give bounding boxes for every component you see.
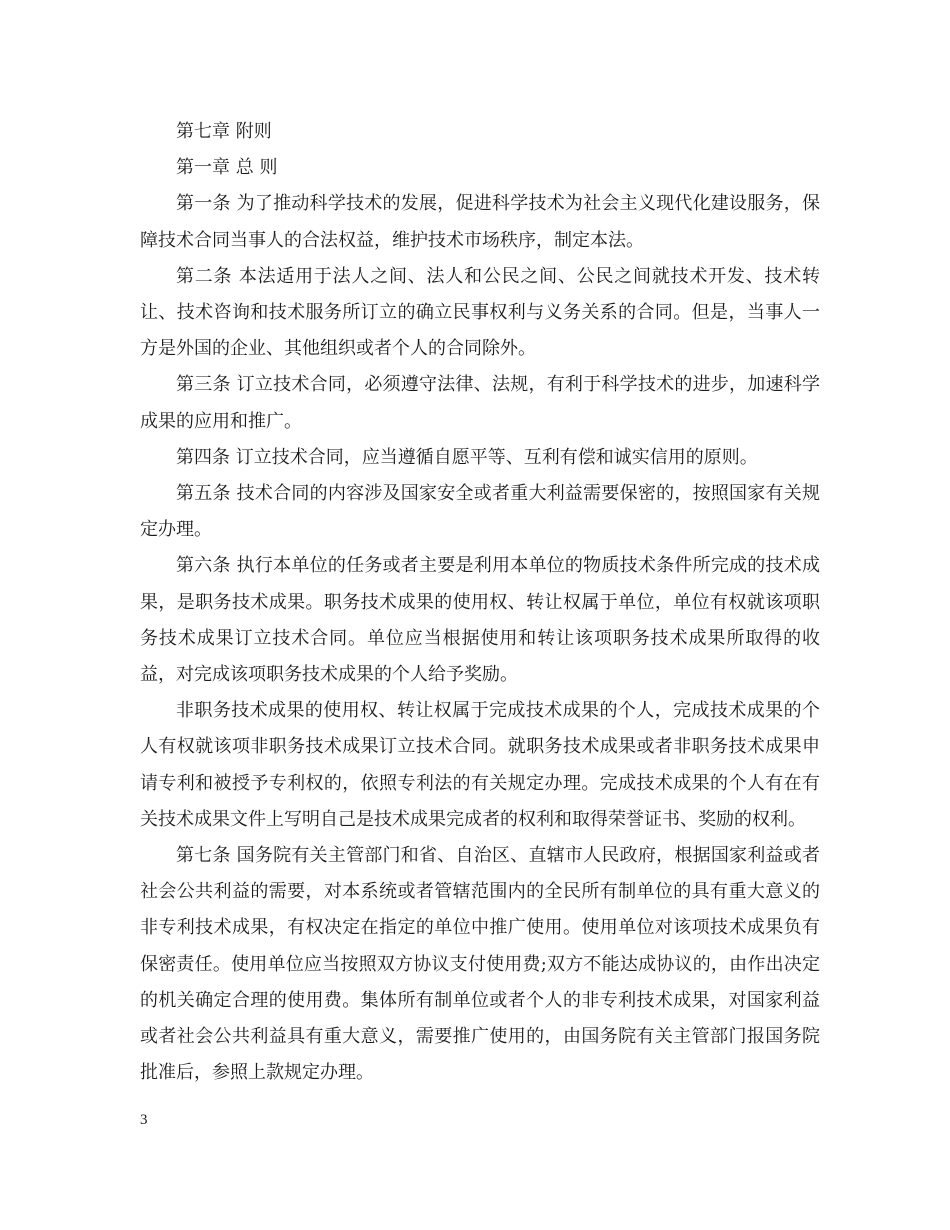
chapter-heading-1: 第一章 总 则 xyxy=(176,157,278,179)
article-5: 第五条 技术合同的内容涉及国家安全或者重大利益需要保密的，按照国家有关规定办理。 xyxy=(140,483,820,541)
document-body xyxy=(140,114,820,1091)
chapter-heading-7: 第七章 附则 xyxy=(176,121,272,142)
article-6-paragraph-2: 非职务技术成果的使用权、转让权属于完成技术成果的个人，完成技术成果的个人有权就该项非职务技术成果订立技术合同。就职务技术成果或者非职务技术成果申请专利和被授予专利权的，依照专利法的有关规定办理。完成技术成果的个人有在有关技术成果文件上写明自己是技术成果完成者的权利和取得荣誉证书、奖励的权利。 xyxy=(140,700,820,830)
article-3: 第三条 订立技术合同，必须遵守法律、法规，有利于科学技术的进步，加速科学成果的应用和推广。 xyxy=(140,374,820,432)
article-4: 第四条 订立技术合同，应当遵循自愿平等、互利有偿和诚实信用的原则。 xyxy=(176,446,758,468)
article-7: 第七条 国务院有关主管部门和省、自治区、直辖市人民政府，根据国家利益或者社会公共利益的需要，对本系统或者管辖范围内的全民所有制单位的具有重大意义的非专利技术成果，有权决定在指定的单位中推广使用。使用单位对该项技术成果负有保密责任。使用单位应当按照双方协议支付使用费;双方不能达成协议的，由作出决定的机关确定合理的使用费。集体所有制单位或者个人的非专利技术成果，对国家利益或者社会公共利益具有重大意义，需要推广使用的，由国务院有关主管部门报国务院批准后，参照上款规定办理。 xyxy=(140,845,820,1084)
article-1: 第一条 为了推动科学技术的发展，促进科学技术为社会主义现代化建设服务，保障技术合同当事人的合法权益，维护技术市场秩序，制定本法。 xyxy=(140,193,820,251)
page-number: 3 xyxy=(140,1112,148,1128)
article-6: 第六条 执行本单位的任务或者主要是利用本单位的物质技术条件所完成的技术成果，是职务技术成果。职务技术成果的使用权、转让权属于单位，单位有权就该项职务技术成果订立技术合同。单位应当根据使用和转让该项职务技术成果所取得的收益，对完成该项职务技术成果的个人给予奖励。 xyxy=(140,555,820,686)
article-2: 第二条 本法适用于法人之间、法人和公民之间、公民之间就技术开发、技术转让、技术咨询和技术服务所订立的确立民事权利与义务关系的合同。但是，当事人一方是外国的企业、其他组织或者个人的合同除外。 xyxy=(140,265,820,360)
